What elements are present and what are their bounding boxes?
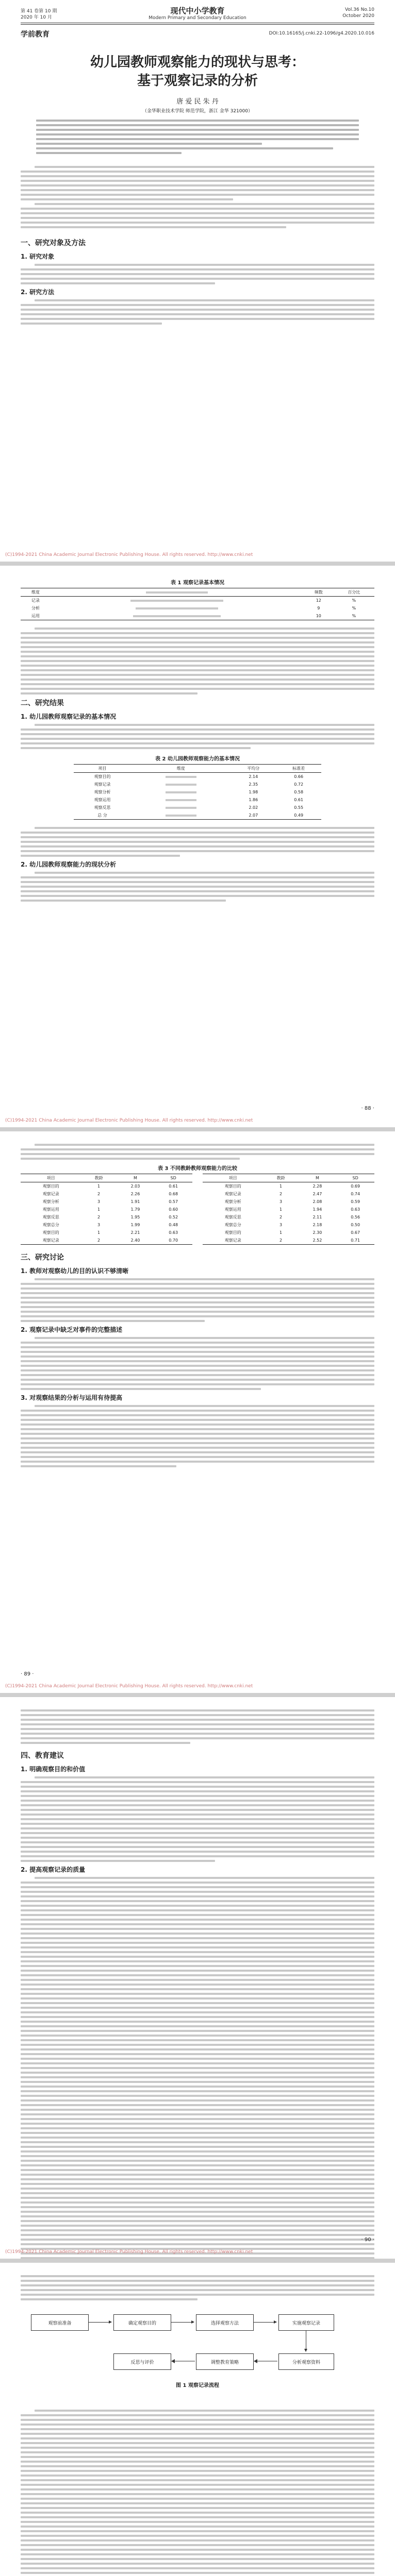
table-row bbox=[21, 597, 374, 605]
t2-h1: 维度 bbox=[131, 765, 231, 773]
footer-copyright: (C)1994-2021 China Academic Journal Electronic Publishing House. All rights reserved. http://www.cnki.net bbox=[5, 1684, 253, 1689]
t3-cell: 0.74 bbox=[351, 1192, 360, 1196]
page3-text-4 bbox=[21, 1405, 374, 1467]
table-row bbox=[203, 1229, 374, 1236]
page5-text-1 bbox=[21, 2275, 374, 2300]
table-row bbox=[74, 811, 321, 820]
page-2 bbox=[0, 566, 395, 1127]
page-gap bbox=[0, 2259, 395, 2263]
page-3 bbox=[0, 1131, 395, 1693]
t3-h: 项目 bbox=[21, 1174, 81, 1182]
t3-h: 教龄 bbox=[81, 1174, 117, 1182]
journal-right-date: October 2020 bbox=[342, 13, 374, 19]
t2-h0: 项目 bbox=[74, 765, 131, 773]
t2-cell bbox=[131, 804, 231, 811]
t3-cell: 观察记录 bbox=[224, 1192, 241, 1196]
table-row bbox=[21, 1236, 192, 1245]
t3-cell: 0.70 bbox=[154, 1236, 192, 1245]
footer-copyright: (C)1994-2021 China Academic Journal Electronic Publishing House. All rights reserved. http://www.cnki.net bbox=[5, 2249, 253, 2255]
t3-cell: 观察分析 bbox=[42, 1199, 59, 1204]
table-row bbox=[74, 781, 321, 788]
t3-cell: 1.99 bbox=[130, 1223, 140, 1227]
page5-text-2 bbox=[21, 2410, 374, 2576]
journal-left-issue: 第 41 卷第 10 期 bbox=[21, 9, 57, 14]
table-row bbox=[21, 1190, 192, 1198]
t3-cell: 1.95 bbox=[130, 1215, 140, 1219]
t3-cell: 0.48 bbox=[169, 1223, 178, 1227]
t3-cell: 观察目的 bbox=[42, 1184, 59, 1189]
t3-cell: 2 bbox=[97, 1192, 101, 1196]
t3-h: M bbox=[299, 1174, 337, 1182]
t2-cell: 观察分析 bbox=[94, 790, 111, 794]
t3-cell: 2.21 bbox=[130, 1230, 140, 1235]
journal-title: 现代中小学教育 bbox=[170, 6, 225, 15]
heading-discussion-1: 1. 教师对观察幼儿的目的认识不够清晰 bbox=[21, 1267, 129, 1275]
t3-cell: 0.60 bbox=[169, 1207, 178, 1212]
table-row bbox=[203, 1190, 374, 1198]
t2-cell: 1.86 bbox=[249, 798, 258, 802]
heading-discussion-3: 3. 对观察结果的分析与运用有待提高 bbox=[21, 1394, 123, 1401]
page3-text-3 bbox=[21, 1337, 374, 1390]
t3-h: 教龄 bbox=[264, 1174, 299, 1182]
journal-subtitle: Modern Primary and Secondary Education bbox=[149, 15, 246, 21]
heading-approach: 2. 研究方法 bbox=[21, 289, 55, 296]
table1-caption: 表 1 观察记录基本情况 bbox=[171, 580, 224, 586]
heading-results: 二、研究结果 bbox=[21, 699, 64, 707]
t3-cell: 观察记录 bbox=[21, 1236, 81, 1245]
heading-suggestion-1: 1. 明确观察目的和价值 bbox=[21, 1766, 86, 1773]
t3-cell: 2.47 bbox=[312, 1192, 322, 1196]
table2 bbox=[74, 764, 321, 820]
t1-h2: 频数 bbox=[304, 588, 334, 597]
section-tag: 学前教育 bbox=[21, 30, 50, 39]
table3-right bbox=[203, 1174, 374, 1245]
page2-text-1 bbox=[21, 628, 374, 694]
t2-cell: 观察反思 bbox=[94, 805, 111, 810]
t3-cell: 2.30 bbox=[312, 1230, 322, 1235]
t3-cell: 1.79 bbox=[130, 1207, 140, 1212]
header-rule-2 bbox=[21, 24, 374, 25]
journal-right-vol: Vol.36 No.10 bbox=[344, 7, 374, 12]
table-row bbox=[21, 1182, 192, 1191]
t1-cell: 9 bbox=[317, 606, 320, 611]
table-row bbox=[21, 1206, 192, 1213]
table2-caption: 表 2 幼儿园教师观察能力的基本情况 bbox=[155, 756, 240, 762]
t3-cell: 0.57 bbox=[169, 1199, 178, 1204]
t2-cell bbox=[131, 788, 231, 796]
t3-h: 项目 bbox=[203, 1174, 264, 1182]
t3-cell: 观察总分 bbox=[42, 1223, 59, 1227]
t1-cell: 运用 bbox=[21, 612, 51, 620]
t3-cell: 1.91 bbox=[130, 1199, 140, 1204]
t3-cell: 2 bbox=[264, 1236, 299, 1245]
article-affiliation: （金华职业技术学院 师范学院，浙江 金华 321000） bbox=[142, 109, 253, 114]
t3-cell: 3 bbox=[97, 1223, 101, 1227]
intro-text bbox=[21, 166, 374, 231]
t1-cell bbox=[51, 604, 304, 612]
t1-cell: % bbox=[334, 612, 374, 620]
t1-cell: 12 bbox=[316, 598, 321, 603]
t2-h3: 标准差 bbox=[276, 765, 321, 773]
table-row bbox=[203, 1206, 374, 1213]
t3-cell: 2.40 bbox=[117, 1236, 155, 1245]
t3-cell: 1 bbox=[279, 1230, 283, 1235]
article-title-line2: 基于观察记录的分析 bbox=[137, 73, 258, 89]
table-row bbox=[203, 1236, 374, 1245]
table-row bbox=[74, 796, 321, 804]
flow-box-adjust: 调整教育策略 bbox=[196, 2353, 254, 2370]
page-5 bbox=[0, 2263, 395, 2576]
t2-cell: 观察记录 bbox=[94, 782, 111, 787]
table-row bbox=[74, 773, 321, 781]
heading-methods: 一、研究对象及方法 bbox=[21, 239, 86, 247]
t3-cell: 观察目的 bbox=[224, 1184, 241, 1189]
table-row bbox=[74, 804, 321, 811]
table-row bbox=[21, 1221, 192, 1229]
t2-cell bbox=[131, 773, 231, 781]
t3-cell: 观察运用 bbox=[224, 1207, 241, 1212]
table-row bbox=[21, 1213, 192, 1221]
abstract-block bbox=[36, 120, 359, 157]
t2-cell: 总 分 bbox=[74, 811, 131, 820]
t3-cell: 2 bbox=[97, 1215, 101, 1219]
t3-cell: 3 bbox=[279, 1223, 283, 1227]
t2-cell bbox=[131, 796, 231, 804]
t3-cell: 0.71 bbox=[336, 1236, 374, 1245]
flow-box-prepare: 观察前准备 bbox=[31, 2314, 89, 2331]
page4-text-3 bbox=[21, 1877, 374, 2259]
t3-cell: 0.63 bbox=[169, 1230, 178, 1235]
t2-cell: 0.55 bbox=[294, 805, 304, 810]
page-4 bbox=[0, 1697, 395, 2259]
t3-cell: 1 bbox=[97, 1207, 101, 1212]
flowchart bbox=[31, 2309, 364, 2397]
t3-h: SD bbox=[336, 1174, 374, 1182]
t3-cell: 3 bbox=[97, 1199, 101, 1204]
t2-cell: 0.61 bbox=[294, 798, 304, 802]
t3-cell: 0.50 bbox=[351, 1223, 360, 1227]
t3-cell: 0.52 bbox=[169, 1215, 178, 1219]
page2-text-3 bbox=[21, 827, 374, 857]
heading-suggestions: 四、教育建议 bbox=[21, 1752, 64, 1760]
page-number: · 90 · bbox=[361, 2237, 374, 2243]
page4-text-2 bbox=[21, 1776, 374, 1862]
t3-cell: 观察目的 bbox=[224, 1230, 241, 1235]
t3-h: SD bbox=[154, 1174, 192, 1182]
t3-cell: 0.59 bbox=[351, 1199, 360, 1204]
t2-cell: 0.66 bbox=[294, 774, 304, 779]
flow-box-analyze: 分析观察资料 bbox=[278, 2353, 334, 2370]
t2-cell: 0.58 bbox=[294, 790, 304, 794]
page-number: · 88 · bbox=[361, 1106, 374, 1111]
t3-cell: 2.26 bbox=[130, 1192, 140, 1196]
t3-cell: 2.52 bbox=[299, 1236, 337, 1245]
flow-box-purpose: 确定观察目的 bbox=[113, 2314, 171, 2331]
table1 bbox=[21, 588, 374, 620]
doi: DOI:10.16165/j.cnki.22-1096/g4.2020.10.016 bbox=[269, 31, 374, 36]
t3-cell: 2 bbox=[279, 1192, 283, 1196]
t3-cell: 1 bbox=[97, 1230, 101, 1235]
heading-subjects: 1. 研究对象 bbox=[21, 253, 55, 260]
table3 bbox=[21, 1174, 374, 1245]
heading-discussion-2: 2. 观察记录中缺乏对事件的完整描述 bbox=[21, 1326, 123, 1333]
article-author: 唐 爱 民 朱 丹 bbox=[176, 98, 219, 106]
t1-cell: 10 bbox=[304, 612, 334, 620]
t2-cell: 观察目的 bbox=[94, 774, 111, 779]
footer-copyright: (C)1994-2021 China Academic Journal Electronic Publishing House. All rights reserved. http://www.cnki.net bbox=[5, 1118, 253, 1123]
t3-cell: 2.11 bbox=[312, 1215, 322, 1219]
t2-cell: 观察运用 bbox=[94, 798, 111, 802]
flowchart-caption: 图 1 观察记录流程 bbox=[176, 2383, 219, 2388]
footer-copyright: (C)1994-2021 China Academic Journal Electronic Publishing House. All rights reserved. http://www.cnki.net bbox=[5, 552, 253, 557]
page-gap bbox=[0, 562, 395, 566]
t1-cell bbox=[51, 597, 304, 605]
t1-cell: % bbox=[352, 598, 356, 603]
t3-cell: 0.63 bbox=[351, 1207, 360, 1212]
heading-record-basics: 1. 幼儿园教师观察记录的基本情况 bbox=[21, 713, 117, 720]
t2-cell bbox=[131, 811, 231, 820]
page2-text-4 bbox=[21, 872, 374, 902]
t3-cell: 2.28 bbox=[312, 1184, 322, 1189]
t3-cell: 观察运用 bbox=[42, 1207, 59, 1212]
t3-cell: 0.68 bbox=[169, 1192, 178, 1196]
t3-cell: 观察记录 bbox=[42, 1192, 59, 1196]
approach-text bbox=[21, 299, 374, 325]
t3-cell: 观察反思 bbox=[42, 1215, 59, 1219]
table-row bbox=[21, 1229, 192, 1236]
t1-cell: 记录 bbox=[31, 598, 40, 603]
t3-cell: 2.08 bbox=[312, 1199, 322, 1204]
t3-cell: 观察反思 bbox=[224, 1215, 241, 1219]
flow-box-reflect: 反思与评价 bbox=[113, 2353, 171, 2370]
page3-text-2 bbox=[21, 1278, 374, 1322]
t1-cell: % bbox=[352, 606, 356, 611]
table-row bbox=[203, 1182, 374, 1191]
t2-cell bbox=[131, 781, 231, 788]
table-row bbox=[21, 1198, 192, 1206]
heading-suggestion-2: 2. 提高观察记录的质量 bbox=[21, 1866, 86, 1873]
page2-text-2 bbox=[21, 724, 374, 749]
t1-cell bbox=[51, 612, 304, 620]
page-gap bbox=[0, 1127, 395, 1131]
t3-cell: 0.69 bbox=[351, 1184, 360, 1189]
page-gap bbox=[0, 1693, 395, 1697]
t3-cell: 1.94 bbox=[312, 1207, 322, 1212]
t3-cell: 观察目的 bbox=[42, 1230, 59, 1235]
table-row bbox=[203, 1198, 374, 1206]
page-1 bbox=[0, 0, 395, 562]
table3-caption: 表 3 不同教龄教师观察能力的比较 bbox=[158, 1166, 237, 1172]
table-row bbox=[21, 612, 374, 620]
t3-cell: 0.61 bbox=[169, 1184, 178, 1189]
flow-box-method: 选择观察方法 bbox=[196, 2314, 254, 2331]
t2-cell: 2.14 bbox=[249, 774, 258, 779]
table-row bbox=[203, 1213, 374, 1221]
table-row bbox=[21, 604, 374, 612]
t2-cell: 2.07 bbox=[231, 811, 276, 820]
t3-cell: 1 bbox=[279, 1207, 283, 1212]
t1-h1 bbox=[51, 588, 304, 597]
t1-h0: 维度 bbox=[21, 588, 51, 597]
t3-cell: 2 bbox=[279, 1215, 283, 1219]
page4-text-1 bbox=[21, 1709, 374, 1744]
t3-cell: 0.56 bbox=[351, 1215, 360, 1219]
t2-cell: 2.02 bbox=[249, 805, 258, 810]
t2-cell: 2.35 bbox=[249, 782, 258, 787]
table-row bbox=[203, 1221, 374, 1229]
t3-cell: 3 bbox=[279, 1199, 283, 1204]
t3-cell: 2 bbox=[81, 1236, 117, 1245]
t2-cell: 0.49 bbox=[276, 811, 321, 820]
t3-cell: 观察记录 bbox=[203, 1236, 264, 1245]
t1-h3: 百分比 bbox=[334, 588, 374, 597]
page-number: · 89 · bbox=[21, 1671, 34, 1677]
t3-cell: 1 bbox=[97, 1184, 101, 1189]
t3-cell: 2.03 bbox=[130, 1184, 140, 1189]
heading-ability-status: 2. 幼儿园教师观察能力的现状分析 bbox=[21, 861, 117, 868]
page3-text-1 bbox=[21, 1144, 374, 1160]
article-title-line1: 幼儿园教师观察能力的现状与思考： bbox=[90, 55, 305, 70]
t2-h2: 平均分 bbox=[231, 765, 276, 773]
table3-left bbox=[21, 1174, 192, 1245]
heading-discussion: 三、研究讨论 bbox=[21, 1253, 64, 1262]
t3-cell: 0.67 bbox=[351, 1230, 360, 1235]
t3-h: M bbox=[117, 1174, 155, 1182]
table-row bbox=[74, 788, 321, 796]
subjects-text bbox=[21, 264, 374, 284]
t2-cell: 1.98 bbox=[249, 790, 258, 794]
t1-cell: 分析 bbox=[31, 606, 40, 611]
t3-cell: 观察分析 bbox=[224, 1199, 241, 1204]
t3-cell: 观察总分 bbox=[224, 1223, 241, 1227]
t2-cell: 0.72 bbox=[294, 782, 304, 787]
t3-cell: 1 bbox=[279, 1184, 283, 1189]
flow-box-record: 实施观察记录 bbox=[278, 2314, 334, 2331]
t3-cell: 2.18 bbox=[312, 1223, 322, 1227]
journal-left-date: 2020 年 10 月 bbox=[21, 15, 52, 20]
